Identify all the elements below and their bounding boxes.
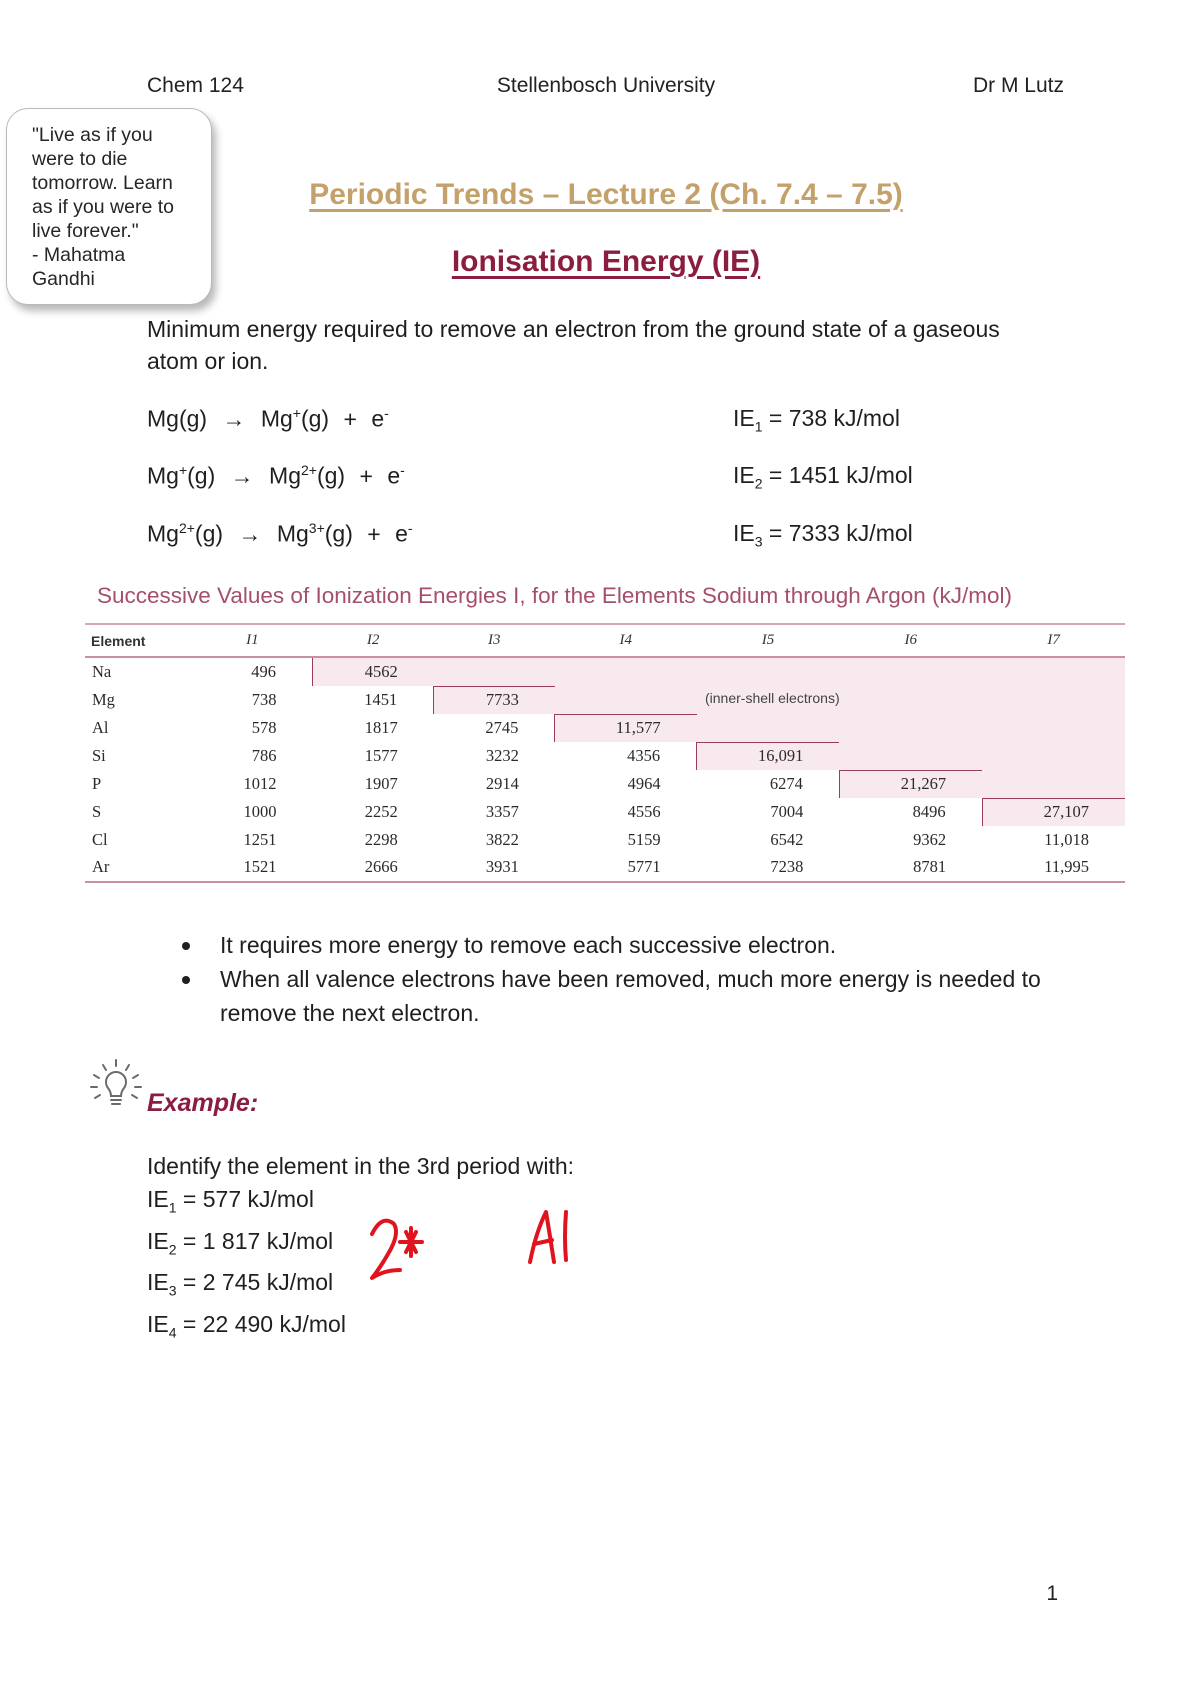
value-cell: 7004 — [770, 802, 804, 821]
ie-label: IE — [147, 1186, 169, 1212]
value-cell: 2745 — [485, 718, 519, 737]
value-cell: 8496 — [912, 802, 946, 821]
table-row — [85, 770, 1125, 798]
quote-line: as if you were to — [32, 196, 174, 218]
reactant-state: (g) — [187, 462, 216, 489]
header-course: Chem 124 — [147, 74, 244, 97]
value-cell: 4356 — [627, 746, 661, 765]
electron-charge: - — [400, 462, 405, 478]
value-cell: 5159 — [627, 829, 661, 849]
bullet-list — [178, 928, 1058, 1030]
element-cell: Si — [92, 746, 106, 765]
value-cell: 2666 — [313, 854, 434, 883]
quote-line: "Live as if you — [32, 124, 153, 146]
value-cell — [982, 714, 1125, 742]
section-title: Ionisation Energy (IE) — [451, 245, 761, 278]
quote-line: tomorrow. Learn — [32, 172, 173, 194]
quote-line: Gandhi — [32, 268, 95, 290]
reactant-state: (g) — [194, 520, 224, 547]
ie-number: = 2 745 kJ/mol — [182, 1269, 334, 1296]
value-cell: 3931 — [434, 854, 555, 883]
handwritten-asterisk — [400, 1228, 422, 1256]
reactant: Mg — [147, 462, 179, 489]
value-cell: 7238 — [697, 854, 840, 883]
equation-1 — [147, 405, 389, 433]
value-cell — [555, 657, 697, 686]
arrow-icon: → — [222, 405, 246, 432]
value-cell — [839, 714, 982, 742]
value-cell: 9362 — [913, 829, 947, 849]
column-header: Element — [85, 624, 192, 657]
value-cell: 2914 — [485, 774, 519, 793]
column-header: I7 — [982, 624, 1125, 657]
value-cell: 1451 — [364, 690, 398, 709]
definition-text: Minimum energy required to remove an electron from the ground state of a gaseous atom or ion. — [147, 316, 1000, 374]
value-cell: 11,577 — [555, 714, 697, 742]
lightbulb-icon — [88, 1058, 144, 1114]
inner-shell-label: (inner-shell electrons) — [705, 690, 840, 706]
arrow-icon: → — [230, 462, 254, 489]
table-row — [85, 657, 1125, 686]
element-cell: Mg — [92, 690, 115, 709]
value-cell: 1012 — [243, 774, 277, 793]
value-cell: 4562 — [313, 657, 434, 686]
equation-3 — [147, 520, 413, 548]
ie-value-1 — [733, 405, 900, 435]
value-cell: 3822 — [485, 829, 519, 849]
column-header: I3 — [434, 624, 555, 657]
value-cell — [839, 657, 982, 686]
example-label: Example: — [147, 1089, 259, 1117]
product-charge: 2+ — [301, 462, 317, 478]
product-charge: 3+ — [308, 520, 325, 536]
ie-label: IE — [733, 462, 755, 488]
ie-value-2 — [733, 462, 913, 492]
table-row — [85, 798, 1125, 826]
column-header: I1 — [192, 624, 312, 657]
header-university: Stellenbosch University — [496, 74, 716, 97]
reactant-charge: 2+ — [178, 520, 195, 536]
value-cell: 2252 — [364, 802, 398, 821]
list-item: When all valence electrons have been removed, much more energy is needed to remove the next electron. — [178, 962, 1058, 1030]
value-cell — [434, 657, 555, 686]
ie-value-3 — [733, 520, 913, 550]
product: Mg — [260, 405, 293, 432]
value-cell — [839, 742, 982, 770]
electron: e — [371, 405, 385, 432]
value-cell — [697, 714, 840, 742]
ie-label: IE — [733, 405, 755, 431]
value-cell — [982, 657, 1125, 686]
ie-subscript: 3 — [168, 1282, 177, 1299]
ie-number: = 1 817 kJ/mol — [182, 1227, 334, 1254]
ie-subscript: 1 — [168, 1199, 177, 1216]
plus-sign: + — [359, 462, 373, 489]
value-cell: 2298 — [364, 829, 398, 849]
value-cell: 1000 — [243, 802, 277, 821]
handwritten-a — [530, 1212, 554, 1262]
value-cell: 6274 — [769, 774, 803, 793]
product-state: (g) — [324, 520, 353, 547]
ie-number: = 577 kJ/mol — [182, 1186, 314, 1212]
ie-subscript: 4 — [168, 1324, 177, 1341]
header-lecturer: Dr M Lutz — [972, 74, 1064, 97]
value-cell: 1521 — [192, 854, 312, 883]
product: Mg — [269, 462, 301, 489]
page-number: 1 — [1046, 1582, 1058, 1605]
table-row — [85, 826, 1125, 854]
value-cell: 496 — [251, 662, 277, 681]
value-cell: 1251 — [243, 829, 277, 849]
element-cell: Na — [92, 662, 112, 681]
ie-number: = 7333 kJ/mol — [768, 520, 913, 546]
electron-charge: - — [384, 405, 389, 421]
arrow-icon: → — [238, 520, 262, 547]
value-cell — [555, 686, 697, 714]
reactant-charge: + — [178, 462, 188, 478]
quote-line: were to die — [32, 148, 128, 170]
value-cell: 4964 — [627, 774, 661, 793]
value-cell: 7733 — [434, 686, 555, 714]
element-cell: Cl — [92, 829, 108, 849]
value-cell — [697, 657, 840, 686]
list-item: It requires more energy to remove each successive electron. — [178, 928, 1058, 962]
value-cell: 27,107 — [982, 798, 1125, 826]
handwritten-annotation — [370, 1210, 590, 1320]
ie-subscript: 1 — [754, 418, 763, 435]
electron-charge: - — [407, 520, 413, 536]
ionization-energy-table — [85, 623, 1125, 883]
electron: e — [387, 462, 401, 489]
column-header: I6 — [839, 624, 982, 657]
column-header: I2 — [313, 624, 434, 657]
ie-number: = 738 kJ/mol — [768, 405, 900, 431]
reactant: Mg(g) — [147, 405, 208, 432]
reactant: Mg — [147, 520, 179, 547]
value-cell: 578 — [251, 718, 277, 737]
product-state: (g) — [300, 405, 330, 432]
quote-line: live forever." — [32, 220, 139, 242]
value-cell: 3357 — [485, 802, 519, 821]
equation-2 — [147, 462, 405, 490]
ie-number: = 1451 kJ/mol — [768, 462, 913, 488]
value-cell: 786 — [251, 746, 277, 765]
plus-sign: + — [367, 520, 381, 547]
value-cell: 16,091 — [697, 742, 840, 770]
ie-subscript: 2 — [168, 1241, 177, 1258]
quote-line: - Mahatma — [32, 244, 126, 266]
value-cell: 8781 — [839, 854, 982, 883]
value-cell: 11,018 — [1044, 829, 1089, 849]
ie-label: IE — [733, 520, 755, 546]
value-cell — [982, 686, 1125, 714]
example-prompt: Identify the element in the 3rd period with: — [147, 1153, 575, 1179]
value-cell — [982, 770, 1125, 798]
value-cell: 1907 — [364, 774, 398, 793]
handwritten-l — [565, 1212, 566, 1260]
table-header-row — [85, 624, 1125, 657]
table-row — [85, 686, 1125, 714]
value-cell: 6542 — [770, 829, 804, 849]
ie-label: IE — [147, 1227, 169, 1254]
ie-label: IE — [147, 1269, 169, 1296]
value-cell: 738 — [251, 690, 277, 709]
value-cell: 4556 — [627, 802, 661, 821]
value-cell — [839, 686, 982, 714]
product: Mg — [276, 520, 309, 547]
value-cell: 5771 — [555, 854, 697, 883]
product-charge: + — [292, 405, 301, 421]
value-cell: 11,995 — [982, 854, 1125, 883]
table-row — [85, 714, 1125, 742]
handwritten-two — [372, 1221, 400, 1278]
table-title: Successive Values of Ionization Energies I, for the Elements Sodium through Argon (kJ/mol) — [97, 583, 1013, 608]
element-cell: S — [92, 802, 102, 821]
table-row — [85, 854, 1125, 883]
table-body — [85, 657, 1125, 882]
value-cell — [982, 742, 1125, 770]
page-title: Periodic Trends – Lecture 2 (Ch. 7.4 – 7.5) — [309, 178, 903, 211]
value-cell: 1577 — [364, 746, 398, 765]
plus-sign: + — [343, 405, 357, 432]
element-cell: P — [92, 774, 102, 793]
electron: e — [395, 520, 408, 547]
value-cell: 21,267 — [839, 770, 982, 798]
ie-number: = 22 490 kJ/mol — [182, 1310, 346, 1337]
ie-subscript: 2 — [754, 475, 763, 492]
element-cell: Al — [92, 718, 109, 737]
ie-label: IE — [147, 1310, 169, 1337]
column-header: I5 — [697, 624, 840, 657]
product-state: (g) — [316, 462, 346, 489]
ie-subscript: 3 — [754, 533, 763, 550]
element-cell: Ar — [85, 854, 192, 883]
value-cell: 3232 — [485, 746, 519, 765]
column-header: I4 — [555, 624, 697, 657]
value-cell: 1817 — [364, 718, 398, 737]
table-row — [85, 742, 1125, 770]
